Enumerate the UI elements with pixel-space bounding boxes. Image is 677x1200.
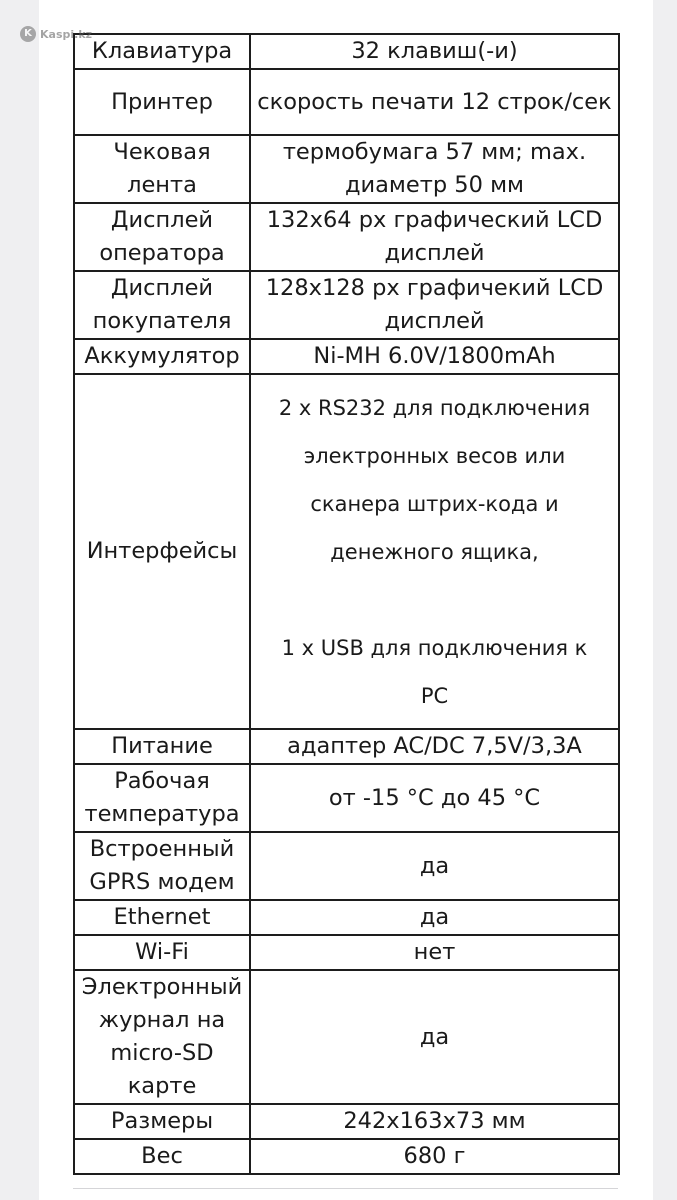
row-value: 128x128 px графичекий LCD дисплей bbox=[250, 271, 619, 339]
interface-line bbox=[253, 576, 616, 624]
table-row bbox=[74, 339, 619, 374]
row-label: Дисплей покупателя bbox=[74, 271, 250, 339]
table-row bbox=[74, 271, 619, 339]
row-value: да bbox=[250, 832, 619, 900]
row-value bbox=[250, 374, 619, 729]
row-label: Аккумулятор bbox=[74, 339, 250, 374]
spec-table bbox=[73, 33, 620, 1175]
row-value: да bbox=[250, 970, 619, 1104]
table-row bbox=[74, 900, 619, 935]
row-label: Wi-Fi bbox=[74, 935, 250, 970]
row-label: Интерфейсы bbox=[74, 374, 250, 729]
row-value: термобумага 57 мм; max. диаметр 50 мм bbox=[250, 135, 619, 203]
row-value: 132x64 px графический LCD дисплей bbox=[250, 203, 619, 271]
table-row bbox=[74, 935, 619, 970]
table-row bbox=[74, 203, 619, 271]
table-row bbox=[74, 69, 619, 135]
row-value: да bbox=[250, 900, 619, 935]
row-value: от -15 °C до 45 °C bbox=[250, 764, 619, 832]
table-row bbox=[74, 1139, 619, 1174]
interface-line: сканера штрих-кода и bbox=[310, 491, 559, 516]
row-label: Чековая лента bbox=[74, 135, 250, 203]
row-value: адаптер AC/DC 7,5V/3,3A bbox=[250, 729, 619, 764]
row-label: Ethernet bbox=[74, 900, 250, 935]
row-label: Дисплей оператора bbox=[74, 203, 250, 271]
row-label: Вес bbox=[74, 1139, 250, 1174]
interface-line: 2 x RS232 для подключения bbox=[278, 395, 591, 420]
watermark-text: Kaspi.kz bbox=[40, 27, 93, 41]
row-label: Клавиатура bbox=[74, 34, 250, 69]
interface-line: 1 x USB для подключения к bbox=[281, 635, 588, 660]
row-label: Встроенный GPRS модем bbox=[74, 832, 250, 900]
table-row bbox=[74, 729, 619, 764]
row-value: 32 клавиш(-и) bbox=[250, 34, 619, 69]
row-value: Ni-MH 6.0V/1800mAh bbox=[250, 339, 619, 374]
interface-line: электронных весов или bbox=[303, 443, 566, 468]
watermark bbox=[20, 26, 92, 42]
row-label: Размеры bbox=[74, 1104, 250, 1139]
row-value: нет bbox=[250, 935, 619, 970]
table-row bbox=[74, 764, 619, 832]
row-label: Электронный журнал на micro-SD карте bbox=[74, 970, 250, 1104]
table-row bbox=[74, 832, 619, 900]
footer-divider bbox=[73, 1188, 618, 1189]
row-label: Рабочая температура bbox=[74, 764, 250, 832]
table-row bbox=[74, 970, 619, 1104]
table-row bbox=[74, 1104, 619, 1139]
row-value: 680 г bbox=[250, 1139, 619, 1174]
table-row bbox=[74, 34, 619, 69]
row-value: 242x163x73 мм bbox=[250, 1104, 619, 1139]
table-row bbox=[74, 135, 619, 203]
row-label: Питание bbox=[74, 729, 250, 764]
row-value: скорость печати 12 строк/сек bbox=[250, 69, 619, 135]
row-label: Принтер bbox=[74, 69, 250, 135]
interface-line: PC bbox=[420, 683, 449, 708]
table-row bbox=[74, 374, 619, 729]
interface-line: денежного ящика, bbox=[330, 539, 539, 564]
kaspi-logo-icon: K bbox=[20, 26, 36, 42]
